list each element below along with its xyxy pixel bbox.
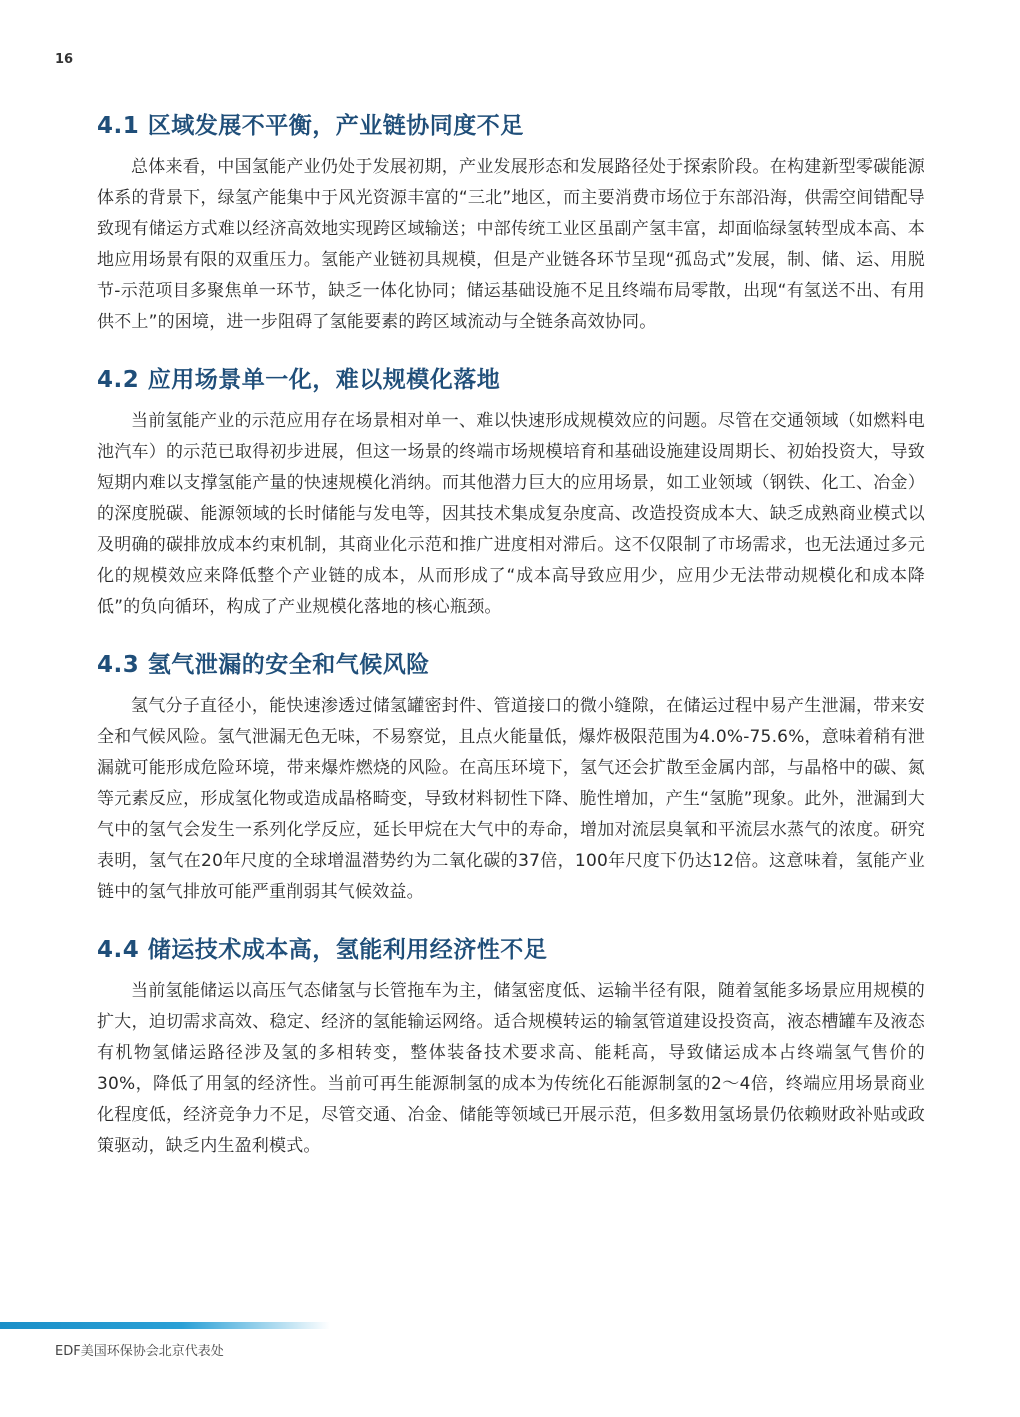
- section-4-1: [97, 108, 925, 338]
- section-paragraph: 当前氢能储运以高压气态储氢与长管拖车为主，储氢密度低、运输半径有限，随着氢能多场景应用规模的扩大，迫切需求高效、稳定、经济的氢能输运网络。适合规模转运的输氢管道建设投资高，液态槽罐车及液态有机物氢储运路径涉及氢的多相转变，整体装备技术要求高、能耗高，导致储运成本占终端氢气售价的30%，降低了用氢的经济性。当前可再生能源制氢的成本为传统化石能源制氢的2～4倍，终端应用场景商业化程度低，经济竞争力不足，尽管交通、冶金、储能等领域已开展示范，但多数用氢场景仍依赖财政补贴或政策驱动，缺乏内生盈利模式。: [97, 981, 925, 1156]
- section-heading: 4.4 储运技术成本高，氢能利用经济性不足: [97, 937, 548, 963]
- footer-accent-bar: [0, 1322, 330, 1329]
- section-heading: 4.3 氢气泄漏的安全和气候风险: [97, 652, 430, 678]
- section-heading: 4.1 区域发展不平衡，产业链协同度不足: [97, 113, 524, 139]
- main-content: [97, 108, 925, 1162]
- section-paragraph: 氢气分子直径小，能快速渗透过储氢罐密封件、管道接口的微小缝隙，在储运过程中易产生泄漏，带来安全和气候风险。氢气泄漏无色无味，不易察觉，且点火能量低，爆炸极限范围为4.0%-75.6%，意味着稍有泄漏就可能形成危险环境，带来爆炸燃烧的风险。在高压环境下，氢气还会扩散至金属内部，与晶格中的碳、氮等元素反应，形成氢化物或造成晶格畸变，导致材料韧性下降、脆性增加，产生“氢脆”现象。此外，泄漏到大气中的氢气会发生一系列化学反应，延长甲烷在大气中的寿命，增加对流层臭氧和平流层水蒸气的浓度。研究表明，氢气在20年尺度的全球增温潜势约为二氧化碳的37倍，100年尺度下仍达12倍。这意味着，氢能产业链中的氢气排放可能严重削弱其气候效益。: [97, 696, 925, 902]
- footer-organization: EDF美国环保协会北京代表处: [55, 1344, 224, 1359]
- section-paragraph: 总体来看，中国氢能产业仍处于发展初期，产业发展形态和发展路径处于探索阶段。在构建新型零碳能源体系的背景下，绿氢产能集中于风光资源丰富的“三北”地区，而主要消费市场位于东部沿海，供需空间错配导致现有储运方式难以经济高效地实现跨区域输送；中部传统工业区虽副产氢丰富，却面临绿氢转型成本高、本地应用场景有限的双重压力。氢能产业链初具规模，但是产业链各环节呈现“孤岛式”发展，制、储、运、用脱节-示范项目多聚焦单一环节，缺乏一体化协同；储运基础设施不足且终端布局零散，出现“有氢送不出、有用供不上”的困境，进一步阻碍了氢能要素的跨区域流动与全链条高效协同。: [97, 157, 925, 332]
- section-4-3: [97, 647, 925, 908]
- section-4-2: [97, 362, 925, 623]
- section-heading: 4.2 应用场景单一化，难以规模化落地: [97, 367, 501, 393]
- section-paragraph: 当前氢能产业的示范应用存在场景相对单一、难以快速形成规模效应的问题。尽管在交通领域（如燃料电池汽车）的示范已取得初步进展，但这一场景的终端市场规模培育和基础设施建设周期长、初始投资大，导致短期内难以支撑氢能产量的快速规模化消纳。而其他潜力巨大的应用场景，如工业领域（钢铁、化工、冶金）的深度脱碳、能源领域的长时储能与发电等，因其技术集成复杂度高、改造投资成本大、缺乏成熟商业模式以及明确的碳排放成本约束机制，其商业化示范和推广进度相对滞后。这不仅限制了市场需求，也无法通过多元化的规模效应来降低整个产业链的成本，从而形成了“成本高导致应用少，应用少无法带动规模化和成本降低”的负向循环，构成了产业规模化落地的核心瓶颈。: [97, 411, 925, 617]
- section-4-4: [97, 932, 925, 1162]
- page-number: 16: [55, 52, 74, 67]
